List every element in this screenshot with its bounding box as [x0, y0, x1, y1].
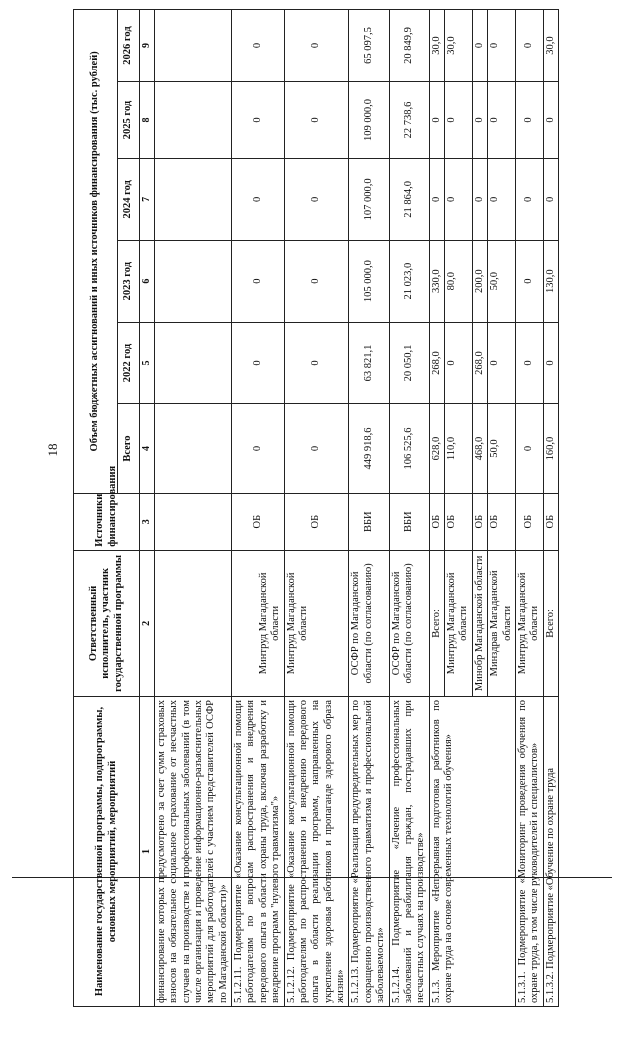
row-2022: 0 [488, 322, 516, 404]
index-cell: 9 [140, 10, 155, 82]
row-2026: 65 097,5 [349, 10, 389, 82]
row-source: ОБ [515, 493, 543, 550]
row-source: ОБ [445, 493, 473, 550]
header-program-name: Наименование государственной программы, подпрограммы, основных мероприятий, мероприятий [74, 697, 140, 1007]
row-2022: 0 [284, 322, 349, 404]
row-2023: 0 [232, 240, 285, 322]
row-2022: 268,0 [429, 322, 444, 404]
row-name: 5.1.3. Мероприятие «Непрерывная подготовка работников по охране труда на основе современных технологий обучения» [429, 697, 515, 1007]
row-executor: Минтруд Магаданской области [232, 550, 285, 696]
table-row [284, 10, 349, 1007]
row-executor: ОСФР по Магаданской области (по согласованию) [349, 550, 389, 696]
row-2026: 20 849,9 [389, 10, 429, 82]
header-source: Источники финансирования [74, 493, 140, 550]
row-total: 449 918,6 [349, 404, 389, 493]
row-source: ОБ [284, 493, 349, 550]
row-source: ОБ [543, 493, 558, 550]
row-2023 [154, 240, 231, 322]
row-2025: 109 000,0 [349, 82, 389, 159]
index-cell: 6 [140, 240, 155, 322]
row-2023: 0 [284, 240, 349, 322]
row-name: 5.1.2.11. Подмероприятие «Оказание консультационной помощи работодателям по вопросам распространения и внедрения передового опыта в области охраны труда, включая разработку и внедрение программ "нулевого травматизма"» [232, 697, 285, 1007]
row-2024: 0 [515, 158, 543, 240]
row-total: 160,0 [543, 404, 558, 493]
row-2024 [154, 158, 231, 240]
row-name: 5.1.2.14. Подмероприятие «Лечение профессиональных заболеваний и реабилитация граждан, пострадавших при несчастных случаях на производстве» [389, 697, 429, 1007]
row-2024: 0 [232, 158, 285, 240]
header-budget-group: Объем бюджетных ассигнований и иных источников финансирования (тыс. рублей) [74, 10, 118, 494]
header-executor: Ответственный исполнитель, участник государственной программы [74, 550, 140, 696]
table-row [349, 10, 389, 1007]
row-2026: 0 [284, 10, 349, 82]
header-year-2023: 2023 год [118, 240, 140, 322]
table-row [154, 10, 231, 1007]
rotated-table-container [73, 9, 613, 1007]
row-executor: ОСФР по Магаданской области (по согласованию) [389, 550, 429, 696]
row-executor: Минтруд Магаданской области [515, 550, 543, 696]
table-row [232, 10, 285, 1007]
index-cell: 4 [140, 404, 155, 493]
row-2026: 0 [515, 10, 543, 82]
row-2023: 130,0 [543, 240, 558, 322]
row-2026 [154, 10, 231, 82]
row-2025: 0 [445, 82, 473, 159]
row-2025: 0 [284, 82, 349, 159]
row-source: ОБ [232, 493, 285, 550]
row-executor: Минобр Магаданской области [472, 550, 487, 696]
index-cell: 8 [140, 82, 155, 159]
row-2022: 20 050,1 [389, 322, 429, 404]
row-total: 0 [515, 404, 543, 493]
row-source: ОБ [488, 493, 516, 550]
row-2024: 0 [472, 158, 487, 240]
row-2024: 0 [284, 158, 349, 240]
index-cell: 7 [140, 158, 155, 240]
row-2022: 0 [515, 322, 543, 404]
table-row [515, 10, 543, 1007]
row-2023: 21 023,0 [389, 240, 429, 322]
row-2023: 80,0 [445, 240, 473, 322]
row-executor: Всего: [429, 550, 444, 696]
row-source: ОБ [472, 493, 487, 550]
row-2022: 63 821,1 [349, 322, 389, 404]
row-2025: 22 738,6 [389, 82, 429, 159]
row-source: ОБ [429, 493, 444, 550]
row-executor: Минтруд Магаданской области [445, 550, 473, 696]
header-year-2025: 2025 год [118, 82, 140, 159]
header-year-2022: 2022 год [118, 322, 140, 404]
row-2023: 0 [515, 240, 543, 322]
row-2025 [154, 82, 231, 159]
row-source: ВБИ [349, 493, 389, 550]
row-name: 5.1.3.1. Подмероприятие «Мониторинг проведения обучения по охране труда, в том числе руководителей и специалистов» [515, 697, 543, 1007]
row-2024: 0 [429, 158, 444, 240]
row-executor: Минздрав Магаданской области [488, 550, 516, 696]
row-total: 628,0 [429, 404, 444, 493]
row-total: 106 525,6 [389, 404, 429, 493]
header-year-2024: 2024 год [118, 158, 140, 240]
budget-table [73, 9, 559, 1007]
row-2022 [154, 322, 231, 404]
row-executor [154, 550, 231, 696]
row-name: 5.1.2.13. Подмероприятие «Реализация предупредительных мер по сокращению производственного травматизма и профессиональной заболеваемости» [349, 697, 389, 1007]
index-cell: 5 [140, 322, 155, 404]
row-2022: 0 [445, 322, 473, 404]
row-executor: Минтруд Магаданской области [284, 550, 349, 696]
table-row [429, 10, 444, 1007]
row-2023: 50,0 [488, 240, 516, 322]
row-source [154, 493, 231, 550]
row-2026: 0 [472, 10, 487, 82]
header-total: Всего [118, 404, 140, 493]
row-total: 50,0 [488, 404, 516, 493]
row-2022: 268,0 [472, 322, 487, 404]
row-2022: 0 [543, 322, 558, 404]
row-total: 110,0 [445, 404, 473, 493]
index-cell: 2 [140, 550, 155, 696]
row-2024: 0 [445, 158, 473, 240]
row-2025: 0 [429, 82, 444, 159]
row-2024: 107 000,0 [349, 158, 389, 240]
row-2025: 0 [232, 82, 285, 159]
index-cell: 1 [140, 697, 155, 1007]
row-total: 468,0 [472, 404, 487, 493]
row-total: 0 [284, 404, 349, 493]
row-2023: 200,0 [472, 240, 487, 322]
row-2026: 30,0 [429, 10, 444, 82]
row-2025: 0 [472, 82, 487, 159]
row-total [154, 404, 231, 493]
page-number: 18 [45, 443, 60, 457]
row-source: ВБИ [389, 493, 429, 550]
table-row [389, 10, 429, 1007]
row-2025: 0 [488, 82, 516, 159]
row-2023: 105 000,0 [349, 240, 389, 322]
row-2024: 21 864,0 [389, 158, 429, 240]
row-2022: 0 [232, 322, 285, 404]
row-2025: 0 [515, 82, 543, 159]
row-name: 5.1.2.12. Подмероприятие «Оказание консультационной помощи работодателям по распространению и внедрению передового опыта в области реализации программ, направленных на укрепление здоровья работников и пропаганде здорового образа жизни» [284, 697, 349, 1007]
row-executor: Всего: [543, 550, 558, 696]
row-2026: 0 [488, 10, 516, 82]
row-2026: 30,0 [445, 10, 473, 82]
row-name: 5.1.3.2. Подмероприятие «Обучение по охране труда [543, 697, 558, 1007]
row-name: финансирование которых предусмотрено за счет сумм страховых взносов на обязательное социальное страхование от несчастных случаев на производстве и профессиональных заболеваний (в том числе организация и проведение информационно-разъяснительных мероприятий для работодателей с участием представителей ОСФР по Магаданской области)» [154, 697, 231, 1007]
row-2026: 30,0 [543, 10, 558, 82]
header-year-2026: 2026 год [118, 10, 140, 82]
table-row [543, 10, 558, 1007]
row-2023: 330,0 [429, 240, 444, 322]
row-2026: 0 [232, 10, 285, 82]
row-total: 0 [232, 404, 285, 493]
row-2024: 0 [543, 158, 558, 240]
index-cell: 3 [140, 493, 155, 550]
row-2024: 0 [488, 158, 516, 240]
row-2025: 0 [543, 82, 558, 159]
